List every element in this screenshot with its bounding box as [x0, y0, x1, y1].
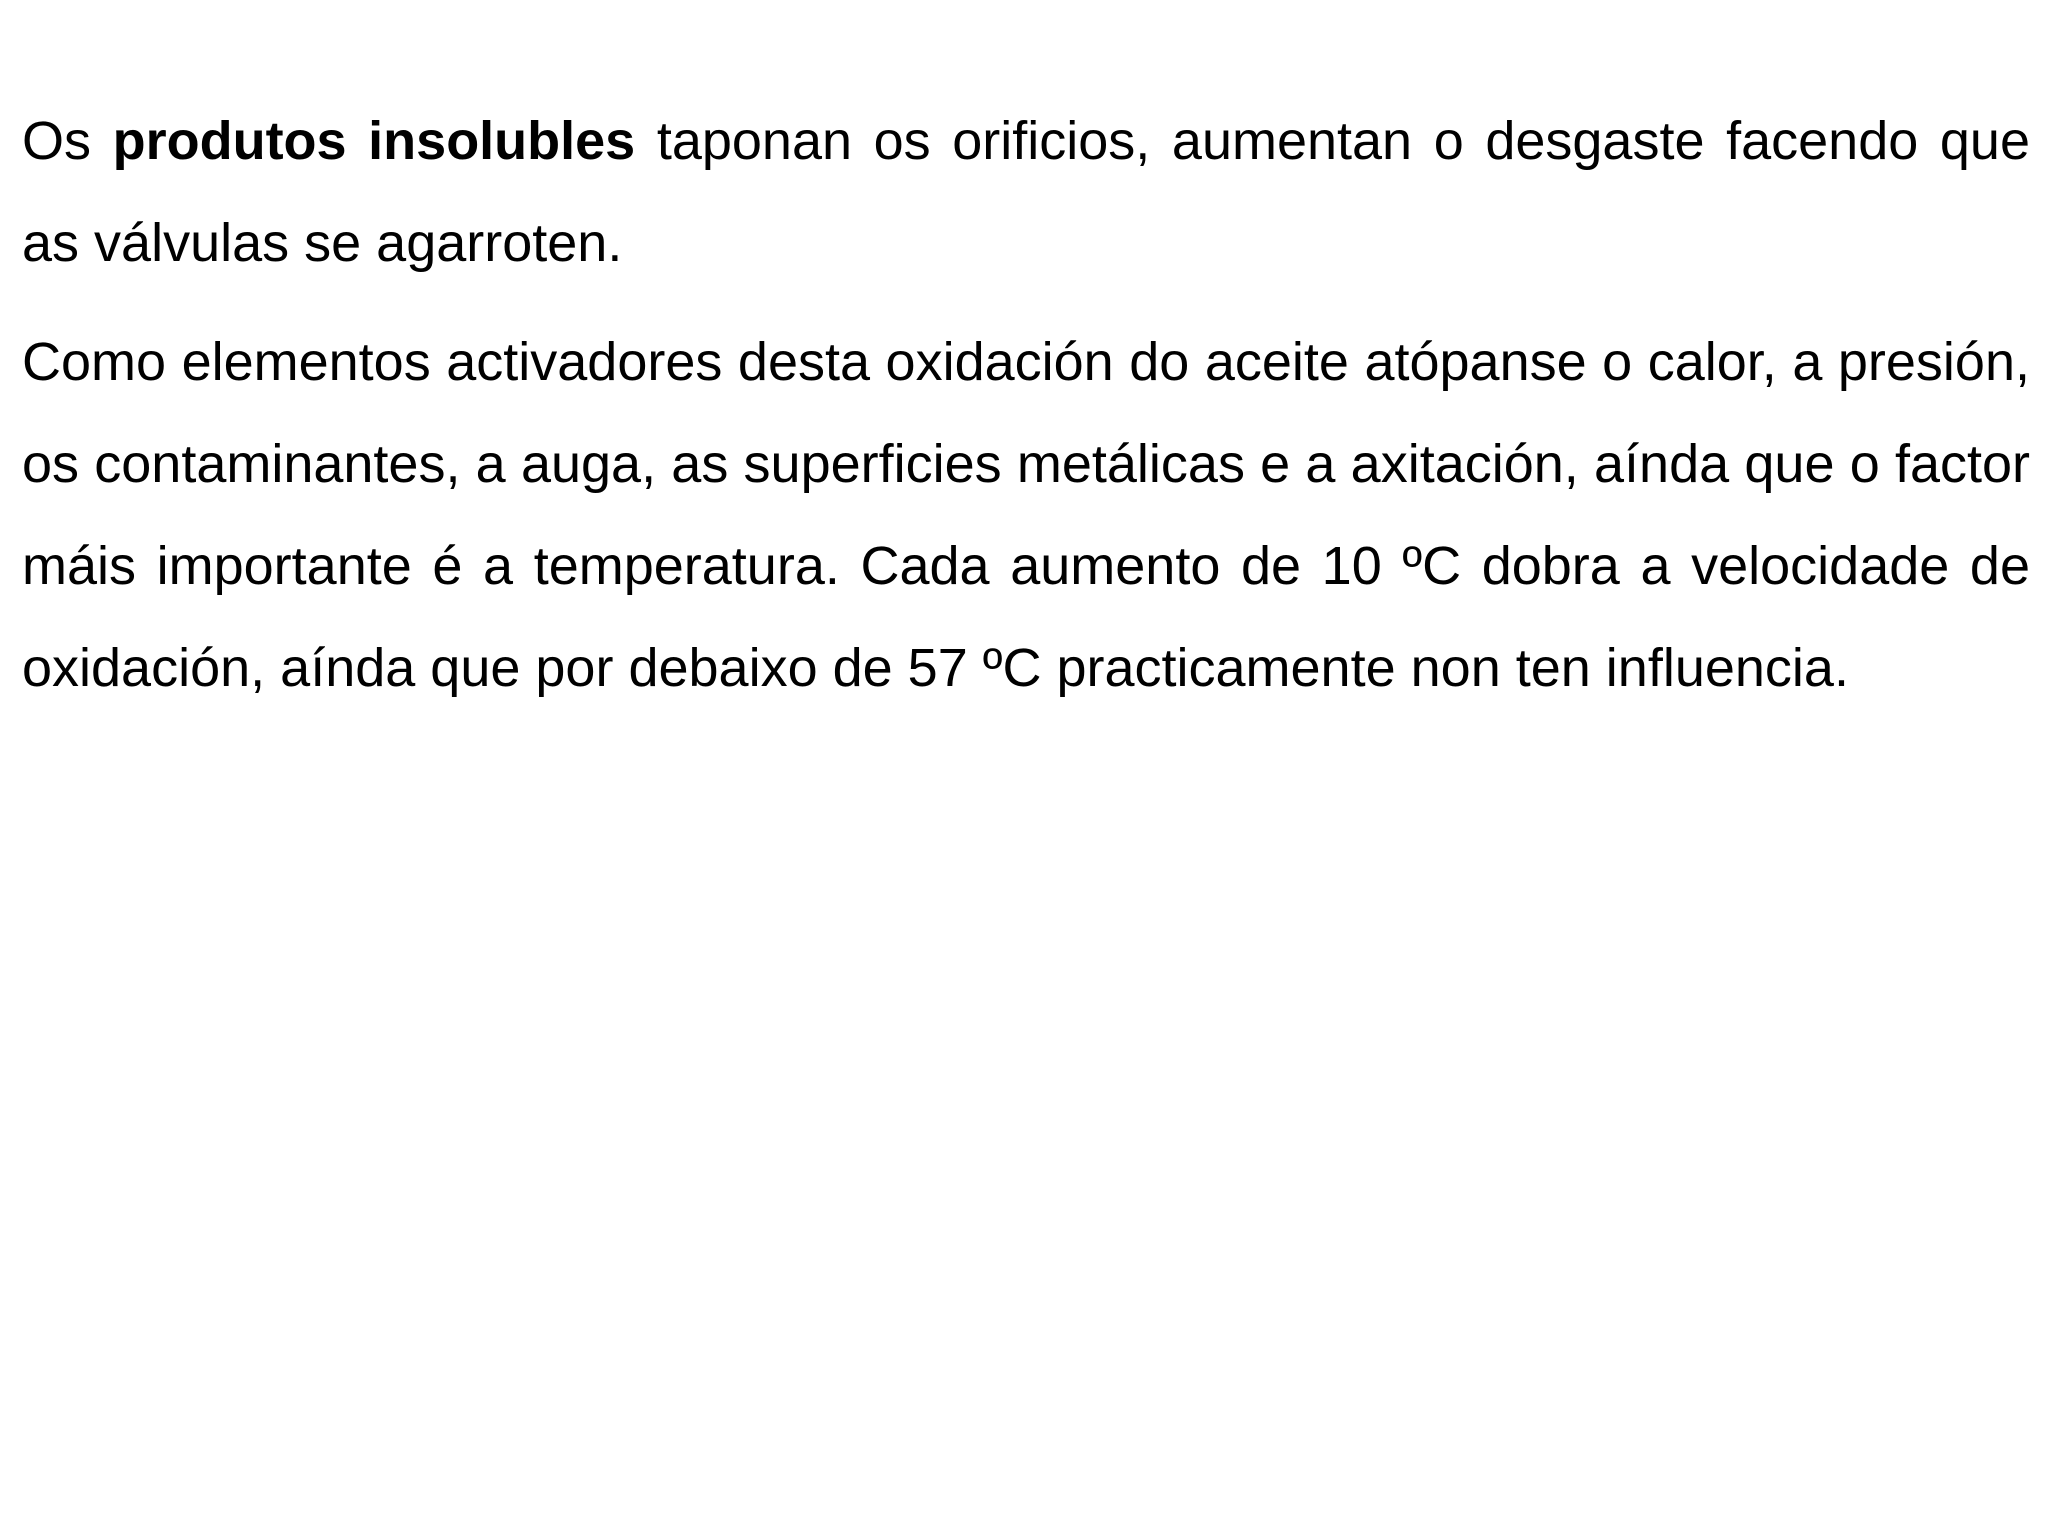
bold-term-insoluble-products: produtos insolubles [112, 111, 636, 171]
paragraph-insoluble-products [22, 90, 2030, 294]
body-text [22, 90, 2030, 719]
paragraph-1-lead: Os [22, 111, 113, 171]
paragraph-1-rest: taponan os orificios, aumentan o desgaste facendo que as válvulas se agarroten. [22, 111, 2030, 273]
paragraph-oxidation-activators: Como elementos activadores desta oxidación do aceite atópanse o calor, a presión, os contaminantes, a auga, as superficies metálicas e a axitación, aínda que o factor máis importante é a temperatura. Cada aumento de 10 ºC dobra a velocidade de oxidación, aínda que por debaixo de 57 ºC practicamente non ten influencia. [22, 332, 2030, 698]
